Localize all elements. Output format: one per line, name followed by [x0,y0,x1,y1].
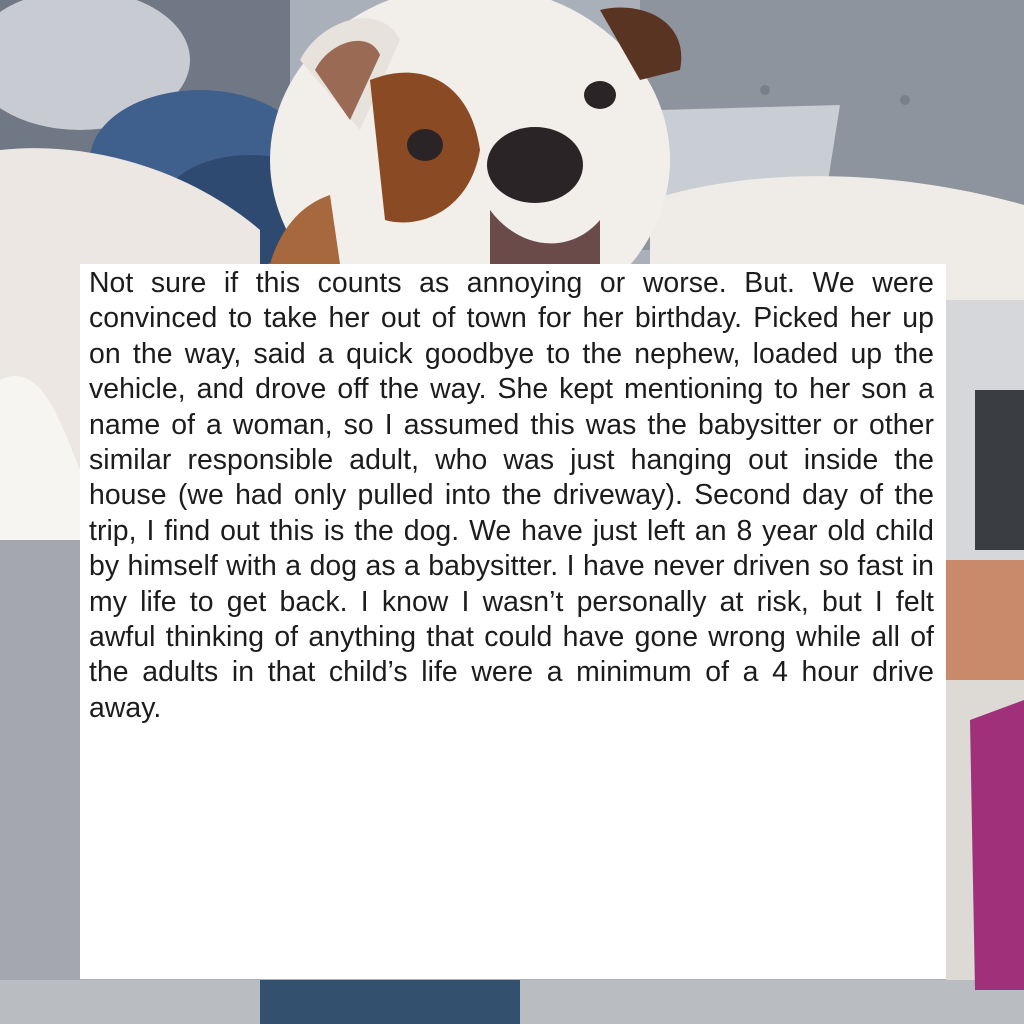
headboard-button [760,85,770,95]
blue-fabric [260,980,520,1024]
text-card [80,264,946,979]
arm [946,560,1024,680]
magenta-shirt [970,700,1024,990]
nightstand [975,390,1024,550]
grey-sheet [0,540,80,1024]
headboard-button [900,95,910,105]
story-text: Not sure if this counts as annoying or worse. But. We were convinced to take her out of town for her birthday. Picked her up on the way, said a quick goodbye to the nephew, loaded up the vehicle, and drove off the way. She kept mentioning to her son a name of a woman, so I assumed this was the babysitter or other similar responsible adult, who was just hanging out inside the house (we had only pulled into the driveway). Second day of the trip, I find out this is the dog. We have just left an 8 year old child by himself with a dog as a babysitter. I have never driven so fast in my life to get back. I know I wasn’t personally at risk, but I felt awful thinking of anything that could have gone wrong while all of the adults in that child’s life were a minimum of a 4 hour drive away. [89,267,934,724]
